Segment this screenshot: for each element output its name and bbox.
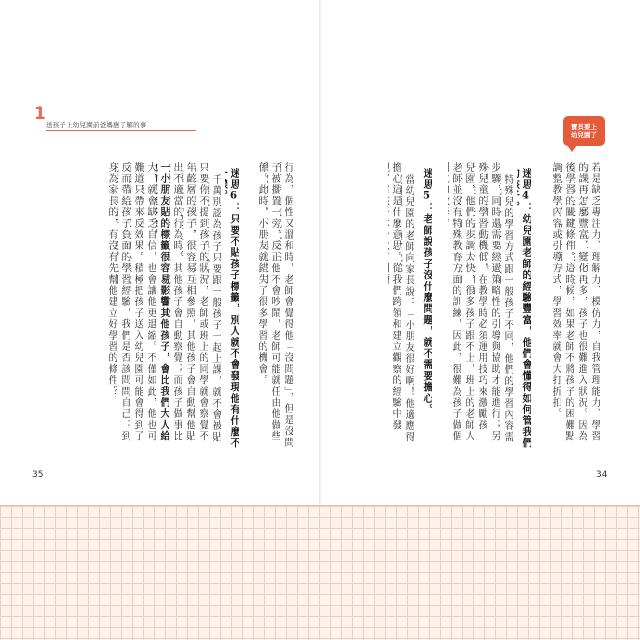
left-page-column: 大，就會缺乏自信，也會讓他更退縮。不僅如此，他也可 (145, 162, 156, 442)
right-page-column: 調整教學內容或引導方式，學習效率就會大打折扣。 (550, 162, 561, 420)
chapter-title: 送孩子上幼兒園前爸媽應了解的事 (46, 121, 147, 129)
left-page-heading: 迷思6：只要不貼孩子標籤，別人就不會發現他有什麼不 (228, 168, 239, 449)
page-gutter (319, 0, 321, 505)
left-page-number: 35 (32, 470, 44, 480)
left-page-column: 反而帶給孩子負面的學習經驗，我們是否該問問自己：到 (119, 162, 130, 442)
left-page-column: 只要你不提到孩子的狀況，老師或班上的同學就會察覺不 (197, 162, 208, 442)
left-page-column: 係。此時，小朋友就錯失了很多學習的機會。 (256, 162, 267, 386)
left-page-column: 子被擱置一旁，反正他不會吵鬧，老師可能就任由他做些 (269, 162, 280, 442)
right-page-column: 的課再怎麼豐富、變化再多，孩子也很難進入狀況。因為 (576, 162, 587, 442)
right-page-number: 34 (596, 470, 608, 480)
left-page-column: 身為家長的，有沒有先幫他建立好學習的條件？ (106, 162, 117, 398)
chapter-marker (30, 106, 205, 136)
chapter-number: 1 (34, 104, 46, 124)
speech-bubble-badge (563, 116, 605, 146)
left-page-column: 出不適當的行為時，其他孩子會自動察覺；而孩子做事比 (171, 162, 182, 442)
left-page-column: 一小朋友貼的標籤很容易影響其他孩子，會比我們大人給 (158, 162, 169, 442)
right-page-heading: 迷思4：幼兒園老師的經驗豐富，他們會懂得如何管我們 (520, 168, 531, 449)
right-page-column: 老師並沒有特殊教育方面的訓練，因此，很難為孩子做個 (450, 162, 461, 442)
right-page-column: 擔心這是什麼意思。從我們跨領和建立觀察的經驗中發 (390, 162, 401, 431)
left-page-column: 難道只帶來反效果。積極把孩子送入幼兒園可能會得到了 (132, 162, 143, 442)
left-page-column: 年齡層的孩子，很容易互相參照，其他孩子會自動幫他貼 (184, 162, 195, 442)
right-page-column: 特殊兒的學習方式跟一般孩子不同，他們的學習內容需 (502, 174, 513, 443)
chapter-rule (46, 130, 196, 131)
right-page-column: 殊兒童的學習動機低，在教學時必須運用技巧來激勵孩 (476, 162, 487, 431)
right-page-column: 步驟，同時還需要經過策略性的引導與協助才能進行；另 (489, 162, 500, 442)
left-page-column: 千萬別認為孩子只要跟一般孩子一起上課，就不會被貼 (210, 174, 221, 443)
right-page-column: 兒園，他們的步調太快，很多孩子跟不上，班上的老師人 (463, 162, 474, 442)
left-page-column: 行為，個性又溫和時，老師會覺得他「沒問題」，但是沒問 (282, 162, 293, 449)
graph-paper-band (0, 506, 640, 640)
right-page-column: 後學習的關鍵條件。這時候，如果老師不將孩子的困難點 (563, 162, 574, 442)
right-page-column: 若是缺乏專注力、理解力、模仿力，自我管理能力、學習 (589, 162, 600, 442)
right-page-column: 當幼兒園的老師向家長說：「小朋友很好啊！他適應得 (403, 174, 414, 443)
right-page-heading: 迷思5：老師說孩子沒什麼問題，就不需要擔心。 (421, 168, 432, 416)
speech-bubble-text: 寶貝要上 幼兒園了 (571, 122, 597, 139)
